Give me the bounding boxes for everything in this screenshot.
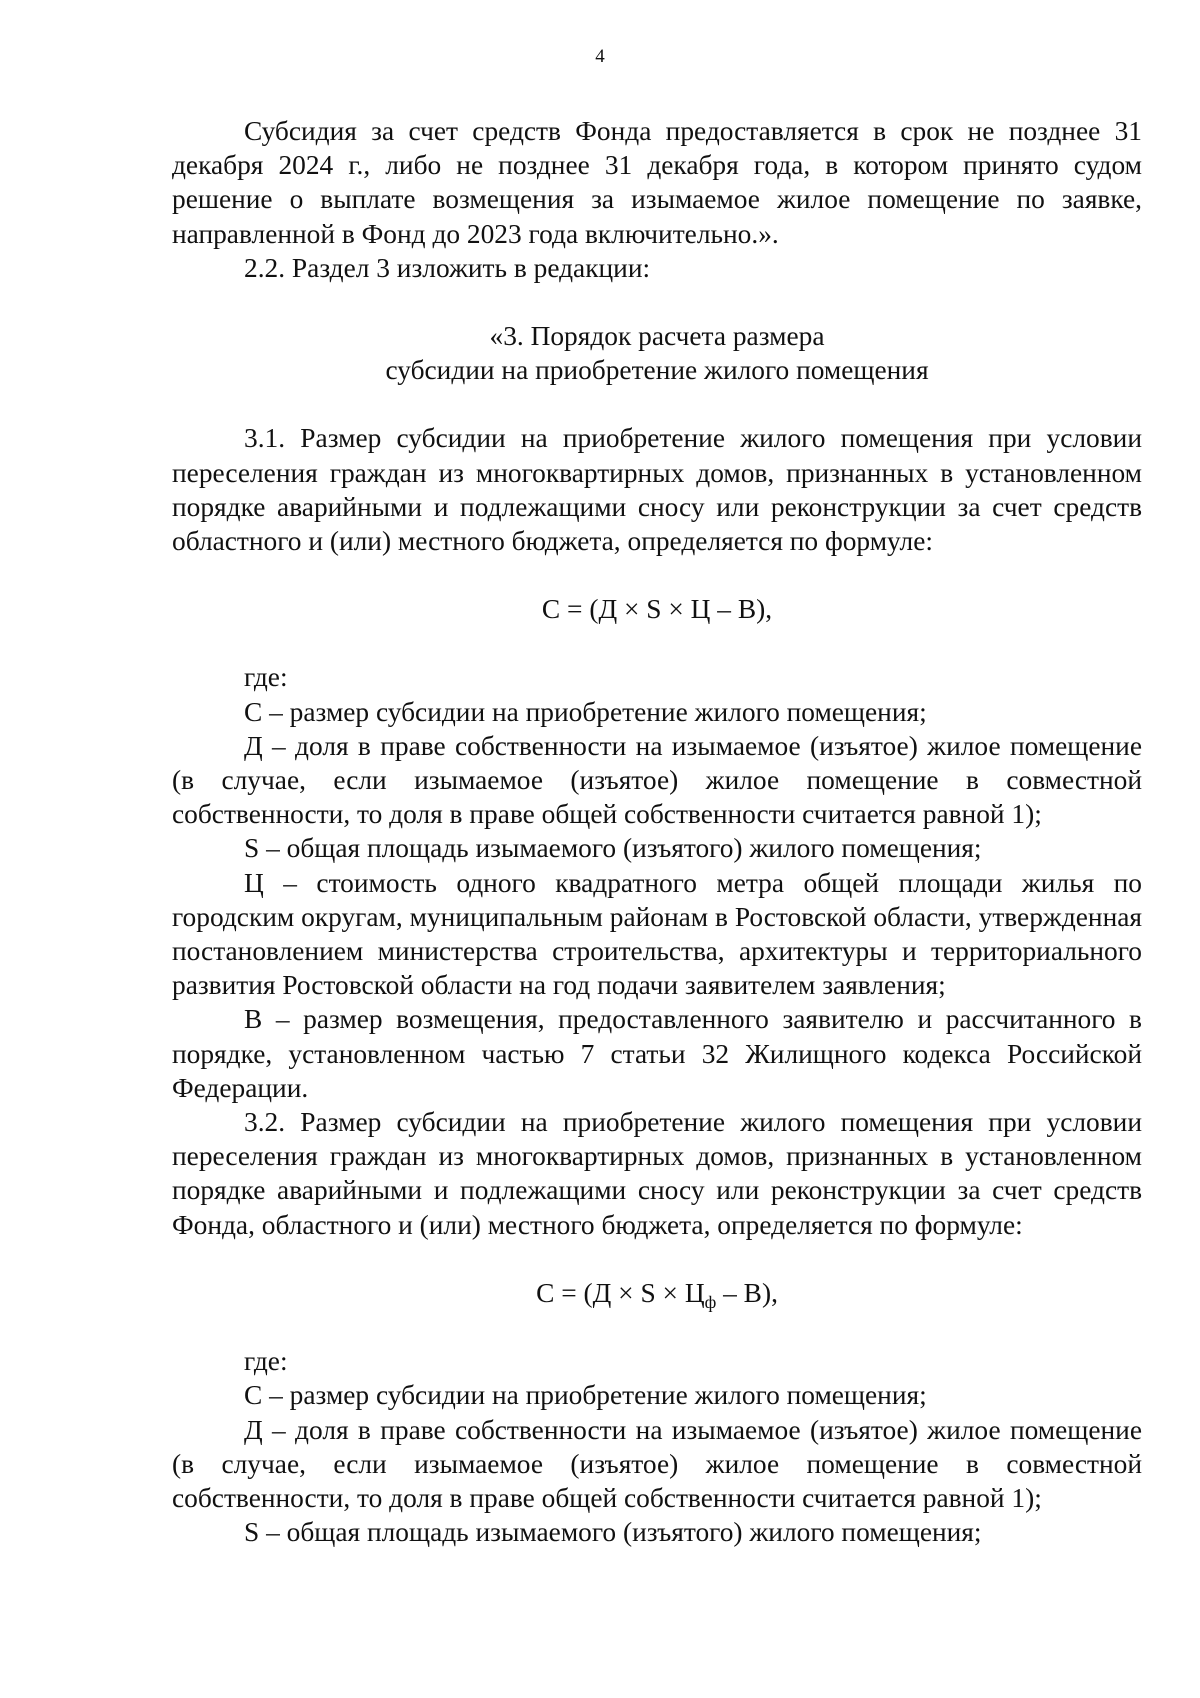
definition-item: С – размер субсидии на приобретение жилого помещения;	[244, 1380, 927, 1411]
where-label: где:	[244, 662, 288, 693]
page-number: 4	[595, 46, 605, 67]
section-heading-line: «3. Порядок расчета размера	[489, 321, 825, 352]
where-label: где:	[244, 1346, 288, 1377]
formula-3-2	[172, 1276, 1142, 1310]
clause-3-2-intro: 3.2. Размер субсидии на приобретение жилого помещения при условии переселения граждан из многоквартирных домов, признанных в установленном порядке аварийными и подлежащими сносу или реконструкции за счет средств Фонда, областного и (или) местного бюджета, определяется по формуле:	[172, 1107, 1142, 1240]
paragraph: 2.2. Раздел 3 изложить в редакции:	[244, 252, 651, 283]
definition-item: Ц – стоимость одного квадратного метра общей площади жилья по городским округам, муниципальным районам в Ростовской области, утвержденная постановлением министерства строительства, архитектуры и территориального развития Ростовской области на год подачи заявителем заявления;	[172, 867, 1142, 1001]
definition-item: S – общая площадь изымаемого (изъятого) жилого помещения;	[244, 1517, 982, 1548]
formula-3-1: С = (Д × S × Ц – В),	[541, 594, 773, 625]
document-body	[172, 114, 1142, 1549]
section-heading-line: субсидии на приобретение жилого помещения	[385, 355, 929, 386]
section-heading	[172, 319, 1142, 387]
formula-subscript: ф	[704, 1291, 717, 1312]
paragraph: Субсидия за счет средств Фонда предоставляется в срок не позднее 31 декабря 2024 г., либо не позднее 31 декабря года, в котором принято судом решение о выплате возмещения за изымаемое жилое помещение по заявке, направленной в Фонд до 2023 года включительно.».	[172, 116, 1142, 249]
definition-item: S – общая площадь изымаемого (изъятого) жилого помещения;	[244, 833, 982, 864]
definition-item: С – размер субсидии на приобретение жилого помещения;	[244, 696, 927, 727]
definition-item: Д – доля в праве собственности на изымаемое (изъятое) жилое помещение (в случае, если изымаемое (изъятое) жилое помещение в совместной собственности, то доля в праве общей собственности считается равной 1);	[172, 730, 1142, 830]
clause-3-1-intro: 3.1. Размер субсидии на приобретение жилого помещения при условии переселения граждан из многоквартирных домов, признанных в установленном порядке аварийными и подлежащими сносу или реконструкции за счет средств областного и (или) местного бюджета, определяется по формуле:	[172, 423, 1142, 557]
formula-main: С = (Д × S × Ц	[536, 1277, 705, 1308]
formula-tail: – В),	[716, 1277, 778, 1308]
definition-item: Д – доля в праве собственности на изымаемое (изъятое) жилое помещение (в случае, если изымаемое (изъятое) жилое помещение в совместной собственности, то доля в праве общей собственности считается равной 1);	[172, 1414, 1142, 1513]
definition-item: В – размер возмещения, предоставленного заявителю и рассчитанного в порядке, установленном частью 7 статьи 32 Жилищного кодекса Российской Федерации.	[172, 1004, 1142, 1103]
